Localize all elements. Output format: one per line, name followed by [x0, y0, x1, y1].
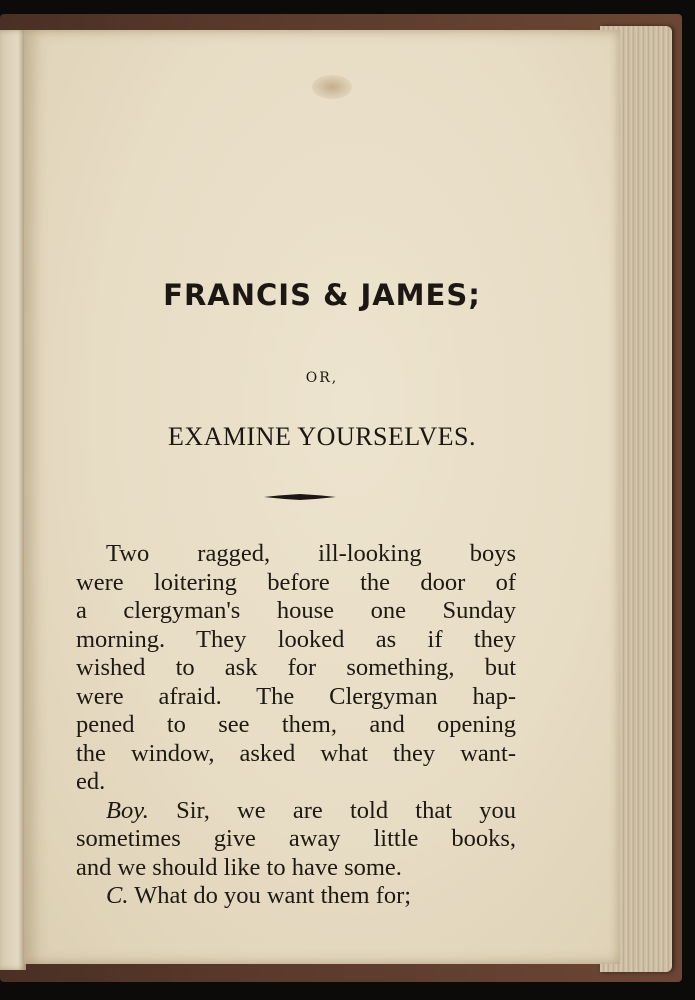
speaker-label: Boy. [106, 796, 149, 824]
body-line: were loitering before the door of [76, 568, 516, 596]
body-text [76, 540, 516, 911]
dialogue-line: sometimes give away little books, [76, 825, 516, 852]
body-line: wished to ask for something, but [76, 654, 516, 681]
page-title: FRANCIS & JAMES; [163, 278, 481, 312]
dialogue-line [76, 797, 516, 826]
left-page-edge [0, 30, 26, 970]
page-subtitle: EXAMINE YOURSELVES. [167, 422, 477, 451]
ornament-rule [264, 492, 336, 502]
body-line: ed. [76, 768, 106, 795]
body-line: were afraid. The Clergyman hap- [76, 682, 516, 710]
dialogue-line: and we should like to have some. [76, 853, 402, 881]
dialogue-text: Sir, we are told that you [176, 796, 516, 824]
body-line: the window, asked what they want- [76, 739, 516, 767]
dialogue-line [76, 882, 516, 911]
book-page [24, 30, 620, 964]
dialogue-text: What do you want them for; [134, 882, 412, 909]
body-line: morning. They looked as if they [76, 625, 516, 653]
speaker-label: C. [106, 882, 129, 909]
body-line: Two ragged, ill-looking boys [106, 540, 516, 567]
body-line: a clergyman's house one Sunday [76, 597, 516, 624]
body-line: pened to see them, and opening [76, 711, 516, 738]
title-conjunction: OR, [305, 370, 339, 386]
page-stain [312, 75, 352, 99]
